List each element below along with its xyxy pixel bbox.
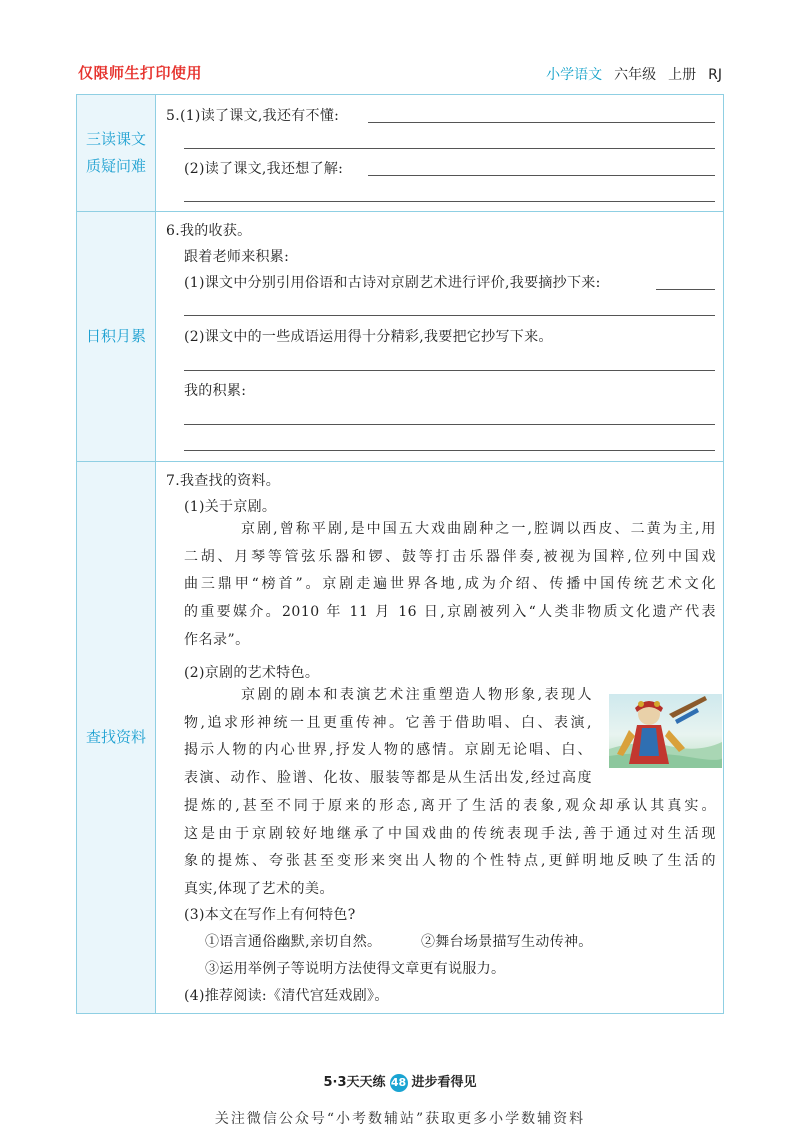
answer-line[interactable] — [184, 201, 715, 202]
section-label-line1: 三读课文 — [85, 130, 146, 148]
question-5-1: 5.(1)读了课文,我还有不懂: — [166, 108, 340, 124]
art-features-paragraph-full — [184, 793, 716, 904]
section-label-line2: 质疑问难 — [85, 157, 146, 175]
page-footer — [0, 1071, 800, 1092]
section-research — [77, 462, 723, 1013]
paragraph-line: 京剧,曾称平剧,是中国五大戏曲剧种之一,腔调以西皮、二黄为主,用 — [241, 521, 716, 537]
paragraph-line: 象的提炼、夸张甚至变形来突出人物的个性特点,更鲜明地反映了生活的 — [184, 853, 716, 870]
paragraph-line: 的重要媒介。2010 年 11 月 16 日,京剧被列入“人类非物质文化遗产代表 — [184, 604, 716, 621]
question-5-2: (2)读了课文,我还想了解: — [184, 161, 344, 177]
paragraph-line: 这是由于京剧较好地继承了中国戏曲的传统表现手法,善于通过对生活现 — [184, 825, 716, 842]
question-6-3: 我的积累: — [184, 383, 247, 399]
paragraph-line: 真实,体现了艺术的美。 — [184, 881, 334, 898]
opera-performer-illustration — [609, 694, 722, 768]
section-label-research — [77, 462, 156, 1013]
question-6-title: 6.我的收获。 — [166, 223, 252, 239]
answer-line[interactable] — [368, 175, 715, 176]
question-7-title: 7.我查找的资料。 — [166, 473, 281, 489]
question-7-3: (3)本文在写作上有何特色? — [184, 907, 356, 923]
paragraph-line: 曲三鼎甲“榜首”。京剧走遍世界各地,成为介绍、传播中国传统艺术文化 — [184, 576, 716, 593]
paragraph-line: 表演、动作、脸谱、化妆、服装等都是从生活出发,经过高度 — [184, 770, 592, 787]
volume-label: 上册 — [668, 67, 697, 83]
art-features-paragraph-wrapped — [184, 682, 592, 793]
choice-option-3[interactable]: ③运用举例子等说明方法使得文章更有说服力。 — [205, 961, 506, 977]
paragraph-line: 作名录”。 — [184, 631, 250, 648]
section-label-reading — [77, 95, 156, 211]
section-content-reading — [156, 95, 723, 211]
answer-line[interactable] — [184, 315, 715, 316]
choice-option-1[interactable]: ①语言通俗幽默,亲切自然。 — [205, 934, 382, 950]
section-reading-questions — [77, 95, 723, 212]
edition-label: RJ — [708, 67, 722, 83]
answer-line[interactable] — [184, 148, 715, 149]
section-label-text: 日积月累 — [85, 327, 146, 345]
beijing-opera-intro-paragraph — [184, 516, 716, 655]
question-7-1: (1)关于京剧。 — [184, 499, 277, 515]
paragraph-line: 揭示人物的内心世界,抒发人物的感情。京剧无论唱、白、 — [184, 742, 592, 759]
beijing-opera-performer-image — [609, 694, 722, 768]
question-7-4: (4)推荐阅读:《清代宫廷戏剧》。 — [184, 988, 389, 1004]
book-info — [546, 64, 722, 84]
question-6-intro: 跟着老师来积累: — [184, 249, 290, 265]
section-label-text: 查找资料 — [85, 728, 146, 746]
question-6-1: (1)课文中分别引用俗语和古诗对京剧艺术进行评价,我要摘抄下来: — [184, 275, 601, 291]
answer-line[interactable] — [656, 289, 715, 290]
paragraph-line: 提炼的,甚至不同于原来的形态,离开了生活的表象,观众却承认其真实。 — [184, 798, 716, 814]
subject-label: 小学语文 — [546, 67, 603, 83]
answer-line[interactable] — [368, 122, 715, 123]
choice-option-2[interactable]: ②舞台场景描写生动传神。 — [421, 934, 593, 950]
watermark-text: 关注微信公众号“小考数辅站”获取更多小学数辅资料 — [214, 1111, 586, 1127]
section-accumulation — [77, 212, 723, 462]
question-7-2: (2)京剧的艺术特色。 — [184, 665, 320, 681]
section-label-accumulation — [77, 212, 156, 461]
footer-brand: 5·3天天练 — [323, 1075, 386, 1090]
grade-label: 六年级 — [614, 67, 657, 83]
paragraph-line: 二胡、月琴等管弦乐器和锣、鼓等打击乐器伴奏,被视为国粹,位列中国戏 — [184, 548, 716, 565]
paragraph-line: 物,追求形神统一且更重传神。它善于借助唱、白、表演, — [184, 714, 592, 731]
worksheet-table — [76, 94, 724, 1014]
answer-line[interactable] — [184, 424, 715, 425]
section-content-accumulation — [156, 212, 723, 461]
question-6-2: (2)课文中的一些成语运用得十分精彩,我要把它抄写下来。 — [184, 329, 553, 345]
answer-line[interactable] — [184, 370, 715, 371]
footer-slogan: 进步看得见 — [411, 1075, 477, 1090]
answer-line[interactable] — [184, 450, 715, 451]
section-content-research — [156, 462, 723, 1013]
page-number-badge: 48 — [390, 1074, 408, 1092]
paragraph-line: 京剧的剧本和表演艺术注重塑造人物形象,表现人 — [241, 687, 592, 703]
print-notice: 仅限师生打印使用 — [78, 64, 203, 82]
